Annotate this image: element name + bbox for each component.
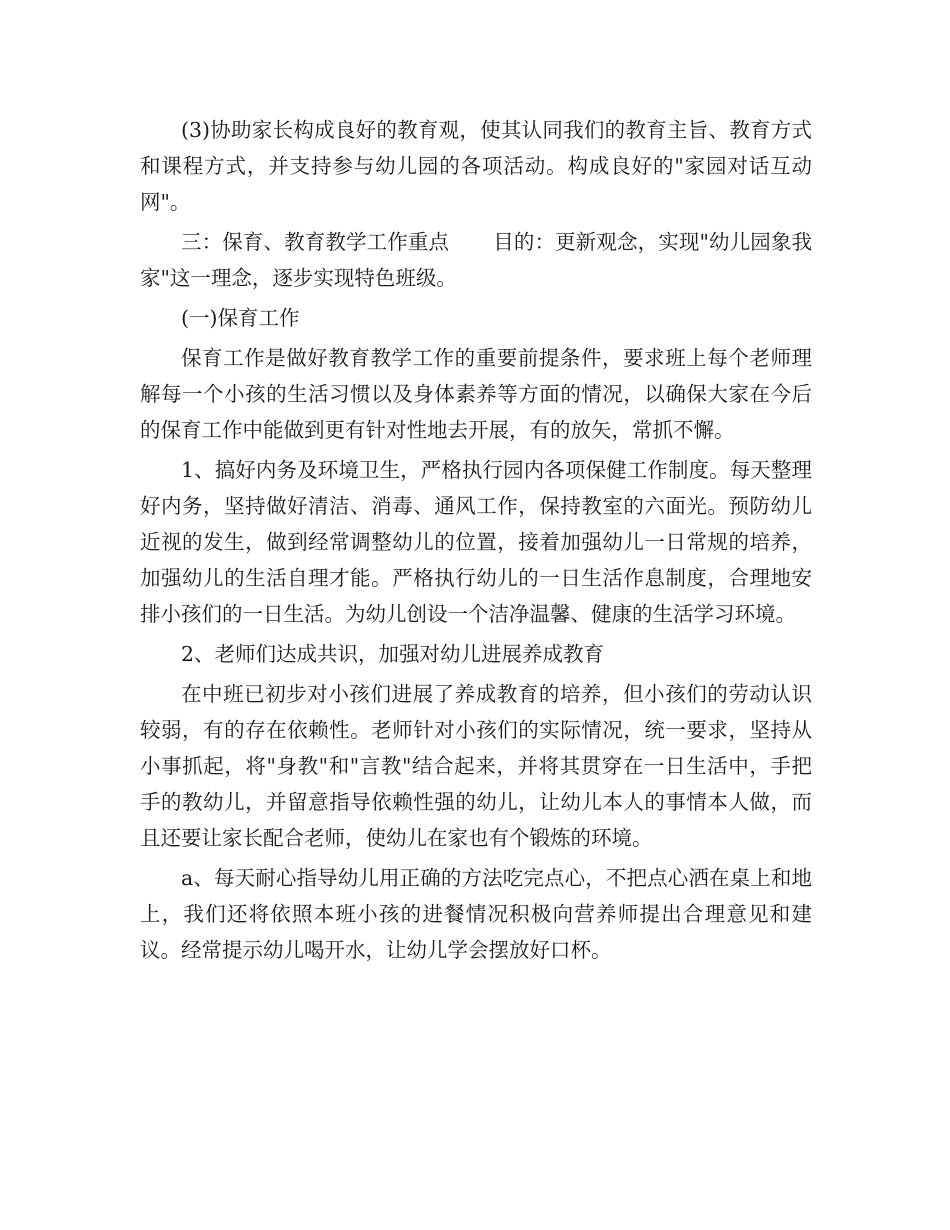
subsection-heading-care-work: (一)保育工作 [181,306,300,330]
section-heading: 三：保育、教育教学工作重点 [181,230,450,254]
paragraph-parent-cooperation: (3)协助家长构成良好的教育观，使其认同我们的教育主旨、教育方式和课程方式，并支持参与幼儿园的各项活动。构成良好的"家园对话互动网"。 [140,118,812,214]
paragraph-habit-education: 在中班已初步对小孩们进展了养成教育的培养，但小孩们的劳动认识较弱，有的存在依赖性。老师针对小孩们的实际情况，统一要求，坚持从小事抓起，将"身教"和"言教"结合起来，并将其贯穿在一日生活中，手把手的教幼儿，并留意指导依赖性强的幼儿，让幼儿本人的事情本人做，而且还要让家长配合老师，使幼儿在家也有个锻炼的环境。 [140,682,812,850]
paragraph-item-a-snacks: a、每天耐心指导幼儿用正确的方法吃完点心，不把点心洒在桌上和地上，我们还将依照本班小孩的进餐情况积极向营养师提出合理意见和建议。经常提示幼儿喝开水，让幼儿学会摆放好口杯。 [140,866,812,962]
paragraph-section-three [140,224,812,296]
paragraph-care-work-intro: 保育工作是做好教育教学工作的重要前提条件，要求班上每个老师理解每一个小孩的生活习惯以及身体素养等方面的情况，以确保大家在今后的保育工作中能做到更有针对性地去开展，有的放矢，常抓不懈。 [140,346,812,442]
section-goal: 目的：更新观念，实现"幼儿园象我家"这一理念，逐步实现特色班级。 [140,230,813,290]
document-page [140,112,812,968]
paragraph-item-1-hygiene: 1、搞好内务及环境卫生，严格执行园内各项保健工作制度。每天整理好内务，坚持做好清洁、消毒、通风工作，保持教室的六面光。预防幼儿近视的发生，做到经常调整幼儿的位置，接着加强幼儿一日常规的培养，加强幼儿的生活自理才能。严格执行幼儿的一日生活作息制度，合理地安排小孩们的一日生活。为幼儿创设一个洁净温馨、健康的生活学习环境。 [140,458,812,626]
paragraph-item-2-heading: 2、老师们达成共识，加强对幼儿进展养成教育 [181,642,605,666]
